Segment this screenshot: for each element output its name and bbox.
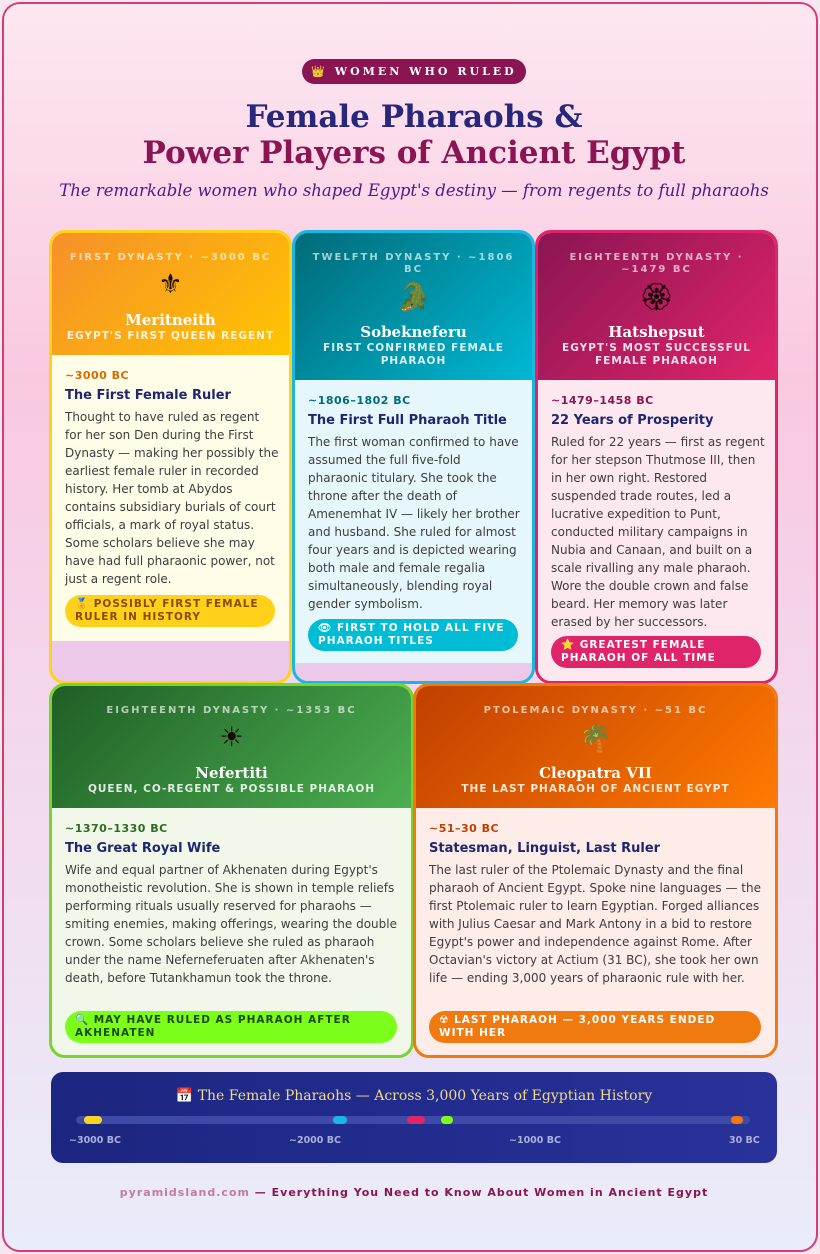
highlight-badge: 👁 FIRST TO HOLD ALL FIVE PHARAOH TITLES — [308, 619, 518, 651]
card-description: Ruled for 22 years — first as regent for her stepson Thutmose III, then in her own right. Restored suspended trade routes, led a lucrative expedition to Punt, conducted military campaigns in Nubia and Canaan, and built on a scale rivalling any male pharaoh. Wore the double crown and false beard. Her memory was later erased by her successors. — [551, 435, 765, 629]
timeline-label: 30 BC — [729, 1135, 760, 1146]
card-body — [538, 380, 775, 681]
reign-date: ~51–30 BC — [429, 822, 500, 835]
dynasty-label: TWELFTH DYNASTY · ~1806 BC — [312, 252, 515, 275]
reign-date: ~3000 BC — [65, 369, 130, 382]
card-hatshepsut — [535, 230, 778, 684]
highlight-badge: ⭐ GREATEST FEMALE PHARAOH OF ALL TIME — [551, 636, 761, 668]
ruler-role: EGYPT'S MOST SUCCESSFUL FEMALE PHARAOH — [562, 342, 751, 367]
page-subtitle: The remarkable women who shaped Egypt's destiny — from regents to full pharaohs — [59, 181, 769, 200]
card-description: Wife and equal partner of Akhenaten during Egypt's monotheistic revolution. She is shown in temple reliefs performing rituals usually reserved for pharaohs — smiting enemies, making offerings, wearing the double crown. Some scholars believe she ruled as pharaoh under the name Neferneferuaten after Akhenaten's death, before Tutankhamun took the throne. — [65, 863, 397, 985]
page-title-line2: Power Players of Ancient Egypt — [142, 135, 686, 171]
card-body — [52, 355, 289, 641]
card-subtitle: The First Female Ruler — [65, 388, 231, 403]
card-subtitle: 22 Years of Prosperity — [551, 413, 714, 428]
crocodile-icon: 🐊 — [396, 282, 431, 313]
footer-tagline: — Everything You Need to Know About Women in Ancient Egypt — [249, 1186, 709, 1199]
page-title-line1: Female Pharaohs & — [245, 99, 583, 135]
reign-date: ~1370–1330 BC — [65, 822, 168, 835]
highlight-badge: 🔍 MAY HAVE RULED AS PHARAOH AFTER AKHENATEN — [65, 1011, 397, 1043]
reign-date: ~1806–1802 BC — [308, 394, 411, 407]
ruler-name: Nefertiti — [195, 764, 268, 782]
card-subtitle: The Great Royal Wife — [65, 841, 221, 856]
ruler-role: QUEEN, CO-REGENT & POSSIBLE PHARAOH — [87, 783, 376, 795]
ruler-name: Sobekneferu — [360, 323, 467, 341]
fleur-de-lis-icon: ⚜ — [158, 269, 183, 300]
timeline-label: ~3000 BC — [69, 1135, 121, 1146]
card-body — [52, 808, 411, 1055]
timeline-title: 📅 The Female Pharaohs — Across 3,000 Years of Egyptian History — [175, 1088, 653, 1104]
card-nefertiti — [49, 683, 414, 1058]
card-description: The first woman confirmed to have assumed the full five-fold pharaonic titulary. She took the throne after the death of Amenemhat IV — likely her brother and husband. She ruled for almost four years and is depicted wearing both male and female regalia simultaneously, blending royal gender symbolism. — [308, 435, 520, 611]
card-sobekneferu — [292, 230, 535, 684]
ruler-role: EGYPT'S FIRST QUEEN REGENT — [66, 330, 275, 342]
timeline-marker-cleopatra — [731, 1116, 743, 1124]
dynasty-label: EIGHTEENTH DYNASTY · ~1353 BC — [106, 705, 357, 716]
palm-tree-icon: 🌴 — [578, 723, 613, 754]
ruler-name: Cleopatra VII — [539, 764, 652, 782]
sun-icon: ☀ — [219, 722, 244, 753]
lotus-icon: 🏵 — [639, 282, 674, 313]
women-who-ruled-badge: 👑 WOMEN WHO RULED — [302, 59, 526, 84]
timeline-label: ~1000 BC — [509, 1135, 561, 1146]
dynasty-label: FIRST DYNASTY · ~3000 BC — [69, 252, 272, 263]
timeline-label: ~2000 BC — [289, 1135, 341, 1146]
ruler-role: FIRST CONFIRMED FEMALE PHARAOH — [323, 342, 504, 367]
card-meritneith — [49, 230, 292, 684]
timeline-marker-nefertiti — [441, 1116, 453, 1124]
dynasty-label: EIGHTEENTH DYNASTY · ~1479 BC — [569, 252, 744, 275]
ruler-role: THE LAST PHARAOH OF ANCIENT EGYPT — [461, 783, 730, 795]
card-subtitle: The First Full Pharaoh Title — [308, 413, 507, 428]
timeline-marker-hatshepsut — [407, 1116, 425, 1124]
card-description: Thought to have ruled as regent for her son Den during the First Dynasty — making her possibly the earliest female ruler in recorded history. Her tomb at Abydos contains subsidiary burials of court officials, a mark of royal status. Some scholars believe she may have had full pharaonic power, not just a regent role. — [65, 410, 279, 586]
timeline-marker-meritneith — [84, 1116, 102, 1124]
highlight-badge: 🏅 POSSIBLY FIRST FEMALE RULER IN HISTORY — [65, 595, 275, 627]
reign-date: ~1479–1458 BC — [551, 394, 654, 407]
infographic-frame — [2, 2, 818, 1252]
timeline-panel — [51, 1072, 777, 1163]
footer — [4, 1186, 818, 1199]
card-cleopatra — [413, 683, 778, 1058]
ruler-name: Hatshepsut — [608, 323, 705, 341]
card-body — [295, 380, 532, 663]
dynasty-label: PTOLEMAIC DYNASTY · ~51 BC — [483, 705, 708, 716]
card-subtitle: Statesman, Linguist, Last Ruler — [429, 841, 661, 856]
timeline-marker-sobekneferu — [333, 1116, 347, 1124]
ruler-name: Meritneith — [125, 311, 216, 329]
card-body — [416, 808, 775, 1055]
footer-site-link[interactable]: pyramidsland.com — [119, 1186, 250, 1199]
highlight-badge: ☢ LAST PHARAOH — 3,000 YEARS ENDED WITH HER — [429, 1011, 761, 1043]
card-description: The last ruler of the Ptolemaic Dynasty and the final pharaoh of Ancient Egypt. Spoke nine languages — the first Ptolemaic ruler to learn Egyptian. Forged alliances with Julius Caesar and Mark Antony in a bid to restore Egypt's power and independence against Rome. After Octavian's victory at Actium (31 BC), she took her own life — ending 3,000 years of pharaonic rule with her. — [429, 863, 761, 985]
